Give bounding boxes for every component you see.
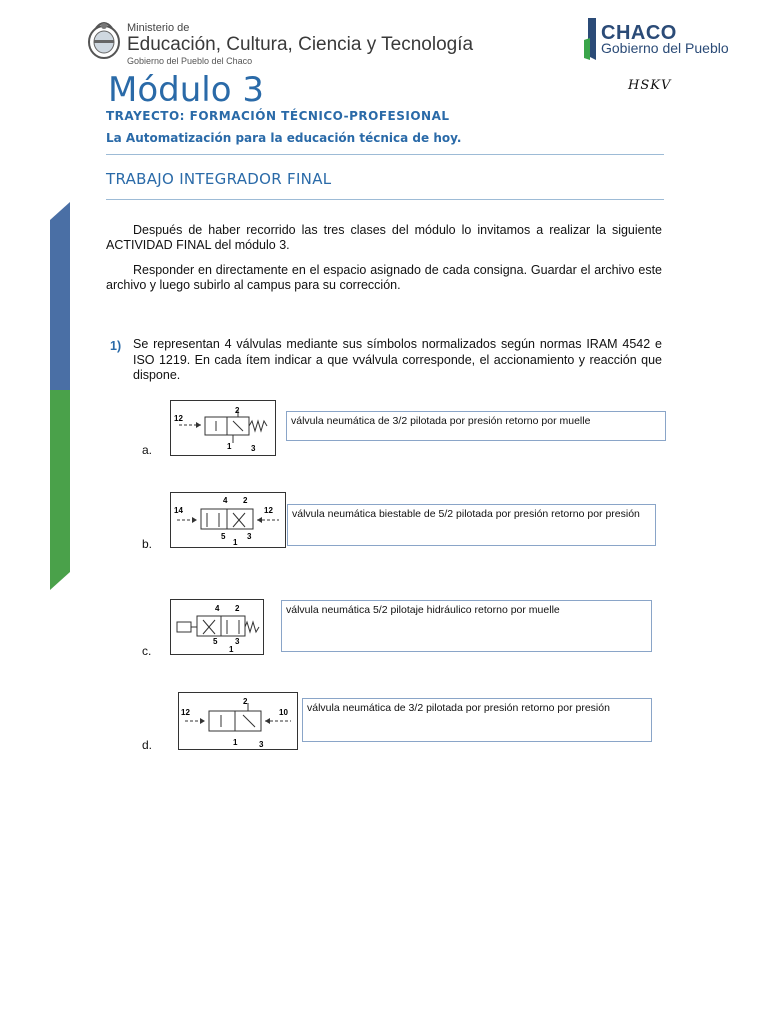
section-title: TRABAJO INTEGRADOR FINAL [106,170,332,188]
port-label: 5 [221,532,226,541]
chaco-subtitle: Gobierno del Pueblo [601,40,729,56]
valve-diagram-d [178,692,298,750]
item-label-c: c. [142,644,152,658]
port-label: 1 [233,738,238,747]
ministry-small: Ministerio de [127,22,190,34]
ministry-sub: Gobierno del Pueblo del Chaco [127,56,253,66]
port-label: 1 [233,538,238,547]
question-number: 1) [110,339,122,353]
port-label: 12 [174,414,183,423]
port-label: 3 [251,444,256,453]
side-band-blue [50,202,70,402]
port-label: 14 [174,506,183,515]
port-label: 2 [243,697,248,706]
port-label: 2 [243,496,248,505]
answer-box-c[interactable]: válvula neumática 5/2 pilotaje hidráulico retorno por muelle [281,600,652,652]
valve-diagram-a [170,400,276,456]
ministry-block [127,22,473,67]
item-label-b: b. [142,537,153,551]
port-label: 3 [247,532,252,541]
port-label: 1 [227,442,232,451]
subtitle: La Automatización para la educación técnica de hoy. [106,131,462,145]
instructions-text: Responder en directamente en el espacio asignado de cada consigna. Guardar el archivo este archivo y luego subirlo al campus para su corrección. [106,263,662,292]
port-label: 12 [181,708,190,717]
handwritten-initials: HSKV [628,78,672,93]
item-label-d: d. [142,738,153,752]
ministry-name: Educación, Cultura, Ciencia y Tecnología [127,34,474,55]
answer-box-a[interactable]: válvula neumática de 3/2 pilotada por presión retorno por muelle [286,411,666,441]
port-label: 4 [215,604,220,613]
chaco-logo-icon [584,18,598,60]
divider [106,199,664,200]
intro-text: Después de haber recorrido las tres clases del módulo lo invitamos a realizar la siguiente ACTIVIDAD FINAL del módulo 3. [106,223,662,252]
port-label: 12 [264,506,273,515]
ministry-seal-icon [84,18,124,62]
port-label: 2 [235,604,240,613]
port-label: 3 [259,740,264,749]
instructions-paragraph [106,263,662,293]
port-label: 4 [223,496,228,505]
port-label: 5 [213,637,218,646]
question-text: Se representan 4 válvulas mediante sus símbolos normalizados según normas IRAM 4542 e ISO 1219. En cada ítem indicar a que vválvula corresponde, el accionamiento y reacción que dispone. [133,337,662,382]
intro-paragraph [106,223,662,253]
item-label-a: a. [142,443,153,457]
port-label: 10 [279,708,288,717]
chaco-title: CHACO [601,22,677,44]
module-title: Módulo 3 [108,70,264,110]
answer-box-b[interactable]: válvula neumática biestable de 5/2 pilotada por presión retorno por presión [287,504,656,546]
side-band-green [50,390,70,590]
answer-box-d[interactable]: válvula neumática de 3/2 pilotada por presión retorno por presión [302,698,652,742]
port-label: 3 [235,637,240,646]
valve-diagram-b [170,492,286,548]
trayecto-heading: TRAYECTO: FORMACIÓN TÉCNICO-PROFESIONAL [106,109,450,123]
port-label: 1 [229,645,234,654]
divider [106,154,664,155]
valve-diagram-c [170,599,264,655]
port-label: 2 [235,406,240,415]
